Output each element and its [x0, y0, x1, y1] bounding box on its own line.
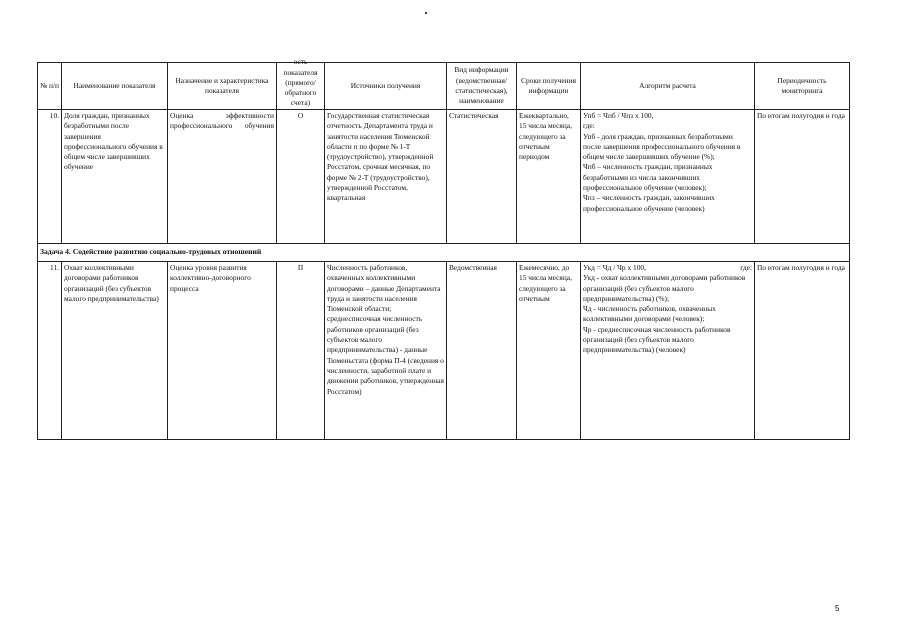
- header-deadlines: Сроки получения информации: [517, 63, 581, 110]
- indicator-name: Охват коллективными договорами работников организаций (без субъектов малого предпринимательства): [62, 262, 168, 440]
- info-type: Ведомственная: [447, 262, 517, 440]
- algorithm-where: где:: [583, 121, 595, 131]
- table-header-row: [38, 63, 850, 110]
- algorithm-formula: Укд = Чд / Чр х 100,: [583, 263, 646, 272]
- header-info-type: Вид информации (ведомственная/ статистическая), наименование: [447, 63, 517, 110]
- algorithm-formula-line: [583, 263, 752, 273]
- algorithm-line: Чпз – численность граждан, закончивших профессиональное обучение (человек): [583, 193, 715, 213]
- table-row: [38, 110, 850, 244]
- scan-artifact: [425, 12, 427, 14]
- algorithm: [581, 110, 755, 244]
- indicator-direction: О: [277, 110, 325, 244]
- page-number: 5: [835, 604, 840, 613]
- algorithm-line: Чр - среднесписочная численность работников организаций (без субъектов малого предпринимательства) (человек): [583, 324, 731, 355]
- task-row: [38, 244, 850, 262]
- algorithm-formula: Упб = Чпб / Чпз х 100,: [583, 111, 654, 120]
- algorithm: [581, 262, 755, 440]
- algorithm-line: Чпб – численность граждан, признанных безработными из числа закончивших профессиональное обучение (человек);: [583, 162, 713, 193]
- indicator-purpose: Оценка эффективности профессионального обучения: [168, 110, 277, 244]
- row-number: 10.: [38, 110, 62, 244]
- monitoring-table: [37, 57, 850, 440]
- header-algorithm: Алгоритм расчета: [581, 63, 755, 110]
- table-row: [38, 262, 850, 440]
- header-indicator-name: Наименование показателя: [62, 63, 168, 110]
- algorithm-where: где:: [740, 263, 752, 272]
- algorithm-line: Чд - численность работников, охваченных коллективными договорами (человек);: [583, 304, 716, 324]
- indicator-direction: П: [277, 262, 325, 440]
- row-number: 11.: [38, 262, 62, 440]
- periodicity: По итогам полугодия и года: [755, 110, 850, 244]
- indicator-purpose: Оценка уровня развития коллективно-договорного процесса: [168, 262, 277, 440]
- periodicity: По итогам полугодия и года: [755, 262, 850, 440]
- info-type: Статистическая: [447, 110, 517, 244]
- indicator-sources: Численность работников, охваченных коллективными договорами – данные Департамента труда и занятости населения Тюменской области; среднесписочная численность работников организаций (без субъектов малого предпринимательства) - данные Тюменьстата (форма П-4 (сведения о численности, заработной плате и движении работников, утвержденная Росстатом): [325, 262, 447, 440]
- header-sources: Источники получения: [325, 63, 447, 110]
- algorithm-line: Упб - доля граждан, признанных безработными после завершения профессионального обучения в общем числе завершивших обучение (%);: [583, 131, 741, 162]
- algorithm-line: Укд - охват коллективными договорами работников организаций (без субъектов малого предпринимательства) (%);: [583, 273, 746, 303]
- indicator-name: Доля граждан, признанных безработными после завершения профессионального обучения в общем числе завершивших обучение: [62, 110, 168, 244]
- deadlines: Ежемесячно, до 15 числа месяца, следующего за отчетным: [517, 262, 581, 440]
- header-periodicity: Периодичность мониторинга: [755, 63, 850, 110]
- header-num: № п/п: [38, 63, 62, 110]
- indicator-sources: Государственная статистическая отчетность Департамента труда и занятости населения Тюменской области п по форме № 1-Т (трудоустройство), утвержденной Росстатом, срочная месячная, по форме № 2-Т (трудоустройство), утвержденной Росстатом, квартальная: [325, 110, 447, 244]
- header-direction: ость показателя (прямого/ обратного счета): [277, 63, 325, 110]
- task-heading: Задача 4. Содействие развитию социально-трудовых отношений: [38, 244, 850, 262]
- header-purpose: Назначение и характеристика показателя: [168, 63, 277, 110]
- deadlines: Ежеквартально, 15 числа месяца, следующего за отчетным периодом: [517, 110, 581, 244]
